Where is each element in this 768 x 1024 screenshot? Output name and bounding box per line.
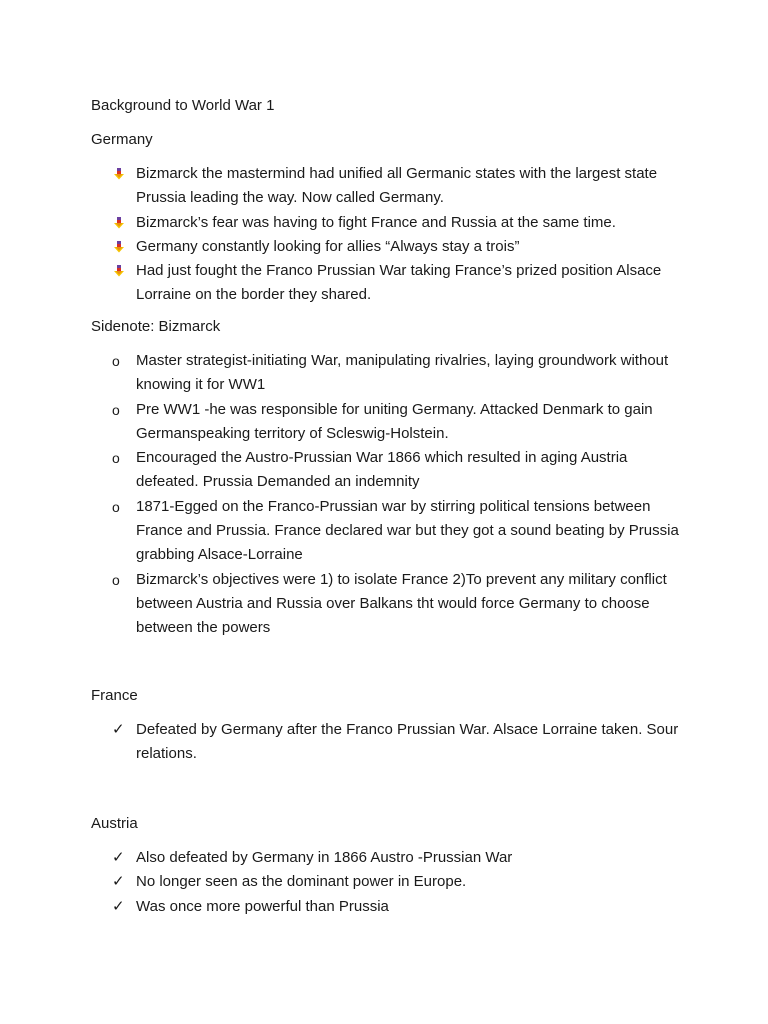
document-title: Background to World War 1 (91, 97, 275, 114)
list-item (0, 895, 768, 919)
circle-bullet-icon: o (112, 353, 120, 369)
germany-heading: Germany (91, 131, 153, 148)
list-item-text: Defeated by Germany after the Franco Prussian War. Alsace Lorraine taken. Sour relations. (136, 721, 679, 763)
arrow-bullet-icon (113, 259, 125, 283)
arrow-bullet-icon (113, 235, 125, 259)
checkmark-bullet-icon: ✓ (112, 849, 125, 866)
sidenote-heading: Sidenote: Bizmarck (91, 318, 221, 335)
germany-list (0, 162, 768, 308)
list-item (0, 259, 768, 308)
circle-bullet-icon: o (112, 450, 120, 467)
list-item (0, 495, 768, 568)
list-item (0, 718, 768, 767)
circle-bullet-icon: o (112, 498, 120, 515)
france-list (0, 718, 768, 767)
list-item (0, 846, 768, 870)
list-item-text: Was once more powerful than Prussia (136, 897, 389, 915)
list-item-text: Had just fought the Franco Prussian War taking France’s prized position Alsace Lorraine on the border they shared. (136, 262, 662, 304)
list-item (0, 446, 768, 495)
list-item (0, 235, 768, 259)
list-item-text: Pre WW1 -he was responsible for uniting Germany. Attacked Denmark to gain Germanspeaking territory of Scleswig-Holstein. (136, 400, 653, 442)
arrow-bullet-icon (113, 211, 125, 235)
list-item (0, 349, 768, 398)
list-item-text: Germany constantly looking for allies “Always stay a trois” (136, 237, 520, 255)
arrow-bullet-icon (113, 162, 125, 186)
list-item (0, 398, 768, 447)
list-item-text: Bizmarck’s fear was having to fight France and Russia at the same time. (136, 213, 616, 231)
circle-bullet-icon: o (112, 571, 120, 588)
list-item-text: Bizmarck’s objectives were 1) to isolate France 2)To prevent any military conflict between Austria and Russia over Balkans tht would force Germany to choose between the powers (136, 570, 667, 637)
list-item (0, 870, 768, 894)
checkmark-bullet-icon: ✓ (112, 721, 125, 738)
france-heading: France (91, 687, 138, 704)
list-item (0, 568, 768, 641)
checkmark-bullet-icon: ✓ (112, 897, 125, 915)
circle-bullet-icon: o (112, 401, 120, 418)
checkmark-bullet-icon: ✓ (112, 873, 125, 891)
list-item-text: No longer seen as the dominant power in Europe. (136, 873, 467, 891)
list-item-text: 1871-Egged on the Franco-Prussian war by stirring political tensions between France and Prussia. France declared war but they got a sound beating by Prussia grabbing Alsace-Lorraine (136, 497, 679, 564)
list-item (0, 162, 768, 211)
austria-heading: Austria (91, 815, 138, 832)
sidenote-list (0, 349, 768, 641)
list-item (0, 211, 768, 235)
list-item-text: Encouraged the Austro-Prussian War 1866 which resulted in aging Austria defeated. Prussia Demanded an indemnity (136, 449, 628, 491)
list-item-text: Master strategist-initiating War, manipulating rivalries, laying groundwork without knowing it for WW1 (136, 352, 669, 394)
list-item-text: Bizmarck the mastermind had unified all Germanic states with the largest state Prussia leading the way. Now called Germany. (136, 165, 658, 207)
list-item-text: Also defeated by Germany in 1866 Austro -Prussian War (136, 849, 513, 866)
austria-list (0, 846, 768, 919)
